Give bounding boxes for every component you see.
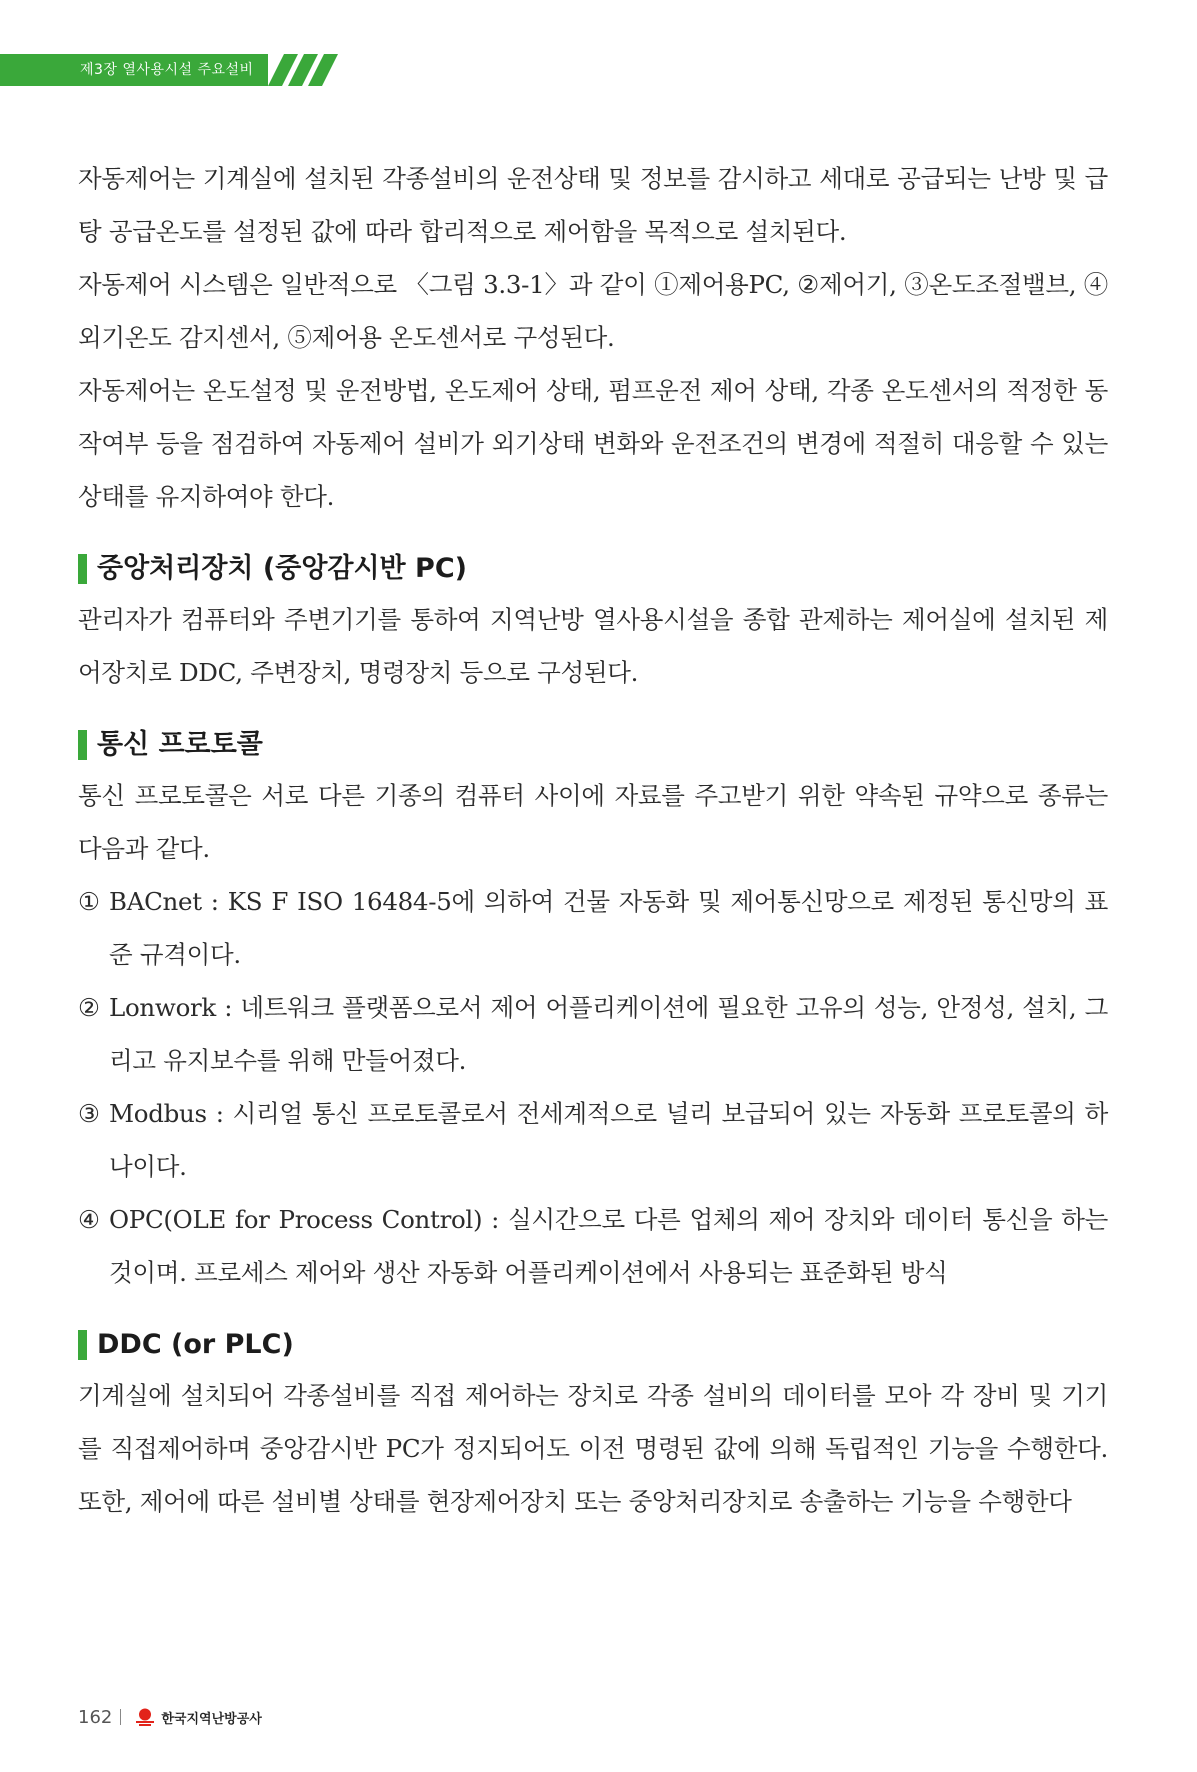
kdhc-logo-icon	[135, 1708, 155, 1726]
footer-divider	[120, 1709, 121, 1725]
heading-accent-bar	[78, 1330, 87, 1360]
section-title: 중앙처리장치 (중앙감시반 PC)	[97, 553, 467, 584]
section-heading-cpu	[78, 549, 1108, 589]
list-number: ①	[78, 887, 100, 916]
section-body-cpu: 관리자가 컴퓨터와 주변기기를 통하여 지역난방 열사용시설을 종합 관제하는 제어실에 설치된 제어장치로 DDC, 주변장치, 명령장치 등으로 구성된다.	[78, 605, 1108, 687]
list-text: OPC(OLE for Process Control) : 실시간으로 다른 업체의 제어 장치와 데이터 통신을 하는 것이며. 프로세스 제어와 생산 자동화 어플리케이션에서 사용되는 표준화된 방식	[109, 1205, 1108, 1287]
section-title: 통신 프로토콜	[97, 729, 263, 760]
org-logo	[135, 1708, 261, 1727]
heading-accent-bar	[78, 554, 87, 584]
list-item-opc	[78, 1193, 1108, 1299]
heading-accent-bar	[78, 730, 87, 760]
list-item-modbus	[78, 1087, 1108, 1193]
section-heading-ddc	[78, 1325, 1108, 1365]
list-item-bacnet	[78, 875, 1108, 981]
list-text: BACnet : KS F ISO 16484-5에 의하여 건물 자동화 및 제어통신망으로 제정된 통신망의 표준 규격이다.	[109, 887, 1108, 969]
list-item-lonwork	[78, 981, 1108, 1087]
section-body-protocol: 통신 프로토콜은 서로 다른 기종의 컴퓨터 사이에 자료를 주고받기 위한 약속된 규약으로 종류는 다음과 같다.	[78, 781, 1108, 863]
intro-paragraph: 자동제어는 기계실에 설치된 각종설비의 운전상태 및 정보를 감시하고 세대로 공급되는 난방 및 급탕 공급온도를 설정된 값에 따라 합리적으로 제어함을 목적으로 설치된다.	[78, 164, 1108, 246]
list-number: ②	[78, 993, 100, 1022]
section-title: DDC (or PLC)	[97, 1329, 294, 1360]
list-number: ④	[78, 1205, 100, 1234]
list-text: Lonwork : 네트워크 플랫폼으로서 제어 어플리케이션에 필요한 고유의 성능, 안정성, 설치, 그리고 유지보수를 위해 만들어졌다.	[109, 993, 1108, 1075]
list-text: Modbus : 시리얼 통신 프로토콜로서 전세계적으로 널리 보급되어 있는 자동화 프로토콜의 하나이다.	[109, 1099, 1108, 1181]
org-name: 한국지역난방공사	[161, 1711, 262, 1727]
header-stripes-decoration	[268, 54, 348, 86]
section-heading-protocol	[78, 725, 1108, 765]
page-footer	[78, 1702, 262, 1732]
page-content	[78, 152, 1108, 1528]
section-body-ddc: 기계실에 설치되어 각종설비를 직접 제어하는 장치로 각종 설비의 데이터를 모아 각 장비 및 기기를 직접제어하며 중앙감시반 PC가 정지되어도 이전 명령된 값에 의해 독립적인 기능을 수행한다. 또한, 제어에 따른 설비별 상태를 현장제어장치 또는 중앙처리장치로 송출하는 기능을 수행한다	[78, 1381, 1108, 1516]
intro-paragraph: 자동제어 시스템은 일반적으로 〈그림 3.3-1〉과 같이 ①제어용PC, ②제어기, ③온도조절밸브, ④ 외기온도 감지센서, ⑤제어용 온도센서로 구성된다.	[78, 270, 1108, 352]
page-number: 162	[78, 1706, 113, 1728]
chapter-label: 제3장 열사용시설 주요설비	[80, 62, 254, 78]
list-number: ③	[78, 1099, 100, 1128]
intro-paragraph: 자동제어는 온도설정 및 운전방법, 온도제어 상태, 펌프운전 제어 상태, 각종 온도센서의 적정한 동작여부 등을 점검하여 자동제어 설비가 외기상태 변화와 운전조건의 변경에 적절히 대응할 수 있는 상태를 유지하여야 한다.	[78, 376, 1108, 511]
